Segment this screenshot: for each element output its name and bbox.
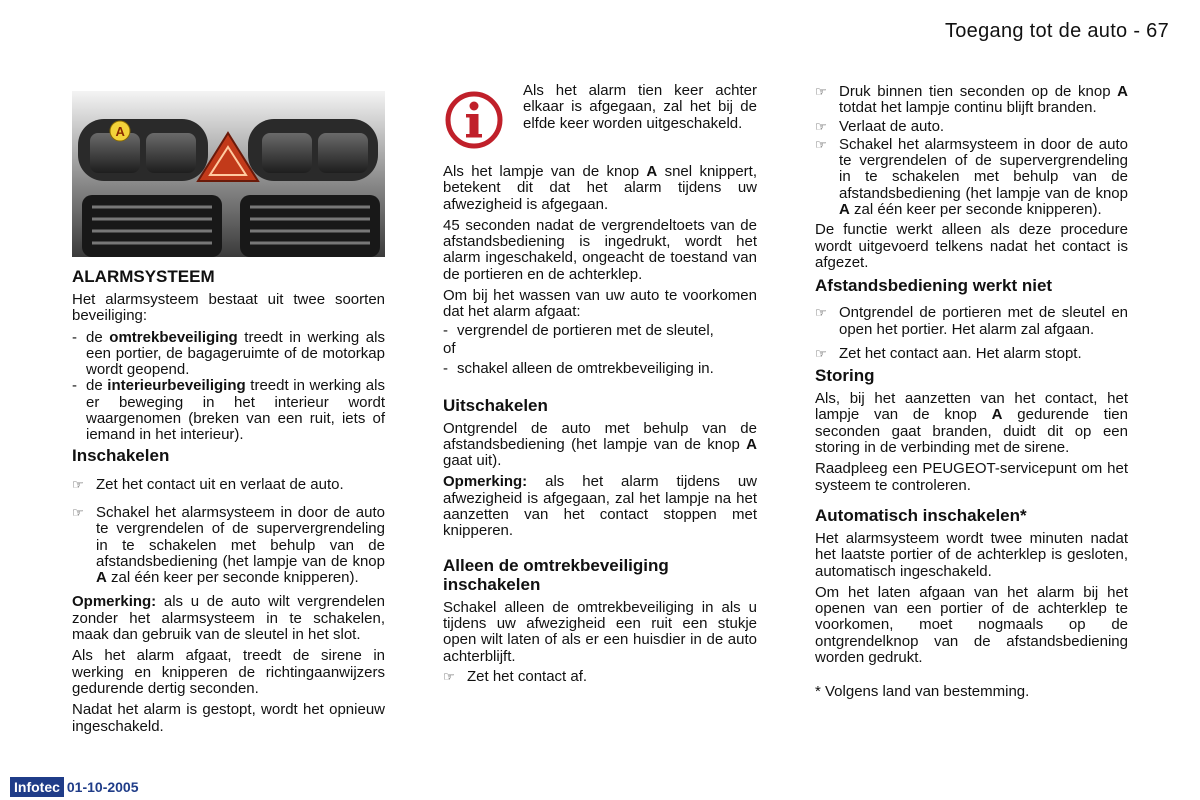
hand-pointer-icon: ☞ [443,668,455,684]
intro-text: Het alarmsysteem bestaat uit twee soorten beveiliging: [72,291,385,325]
heading-uitschakelen: Uitschakelen [443,395,548,415]
bullet-item: ☞ Zet het contact aan. Het alarm stopt. [815,344,1082,362]
heading-inschakelen: Inschakelen [72,445,170,465]
alarm-gestopt-text: Nadat het alarm is gestopt, wordt het opnieuw ingeschakeld. [72,701,385,735]
hand-pointer-icon: ☞ [815,136,827,152]
wassen-text: Om bij het wassen van uw auto te voorkomen dat het alarm afgaat: [443,287,757,321]
hand-pointer-icon: ☞ [72,476,84,492]
alarm-afgaat-text: Als het alarm afgaat, treedt de sirene in werking en knipperen de richtingaanwijzers gedurende dertig seconden. [72,647,385,697]
info-warning-icon [444,88,508,152]
warning-box [523,83,757,137]
seconden-text: 45 seconden nadat de vergrendeltoets van de afstandsbediening is ingedrukt, wordt het alarm ingeschakeld, ongeacht de toestand van de portieren en de achterklep. [443,216,757,283]
heading-alarmsysteem: ALARMSYSTEEM [72,267,215,286]
dashboard-illustration [72,91,385,257]
footer [10,777,139,797]
hand-pointer-icon: ☞ [72,504,84,520]
column-2 [443,164,757,693]
raadpleeg-text: Raadpleeg een PEUGEOT-servicepunt om het systeem te controleren. [815,460,1128,494]
footer-date: 01-10-2005 [66,779,139,795]
list-item-vergrendel: - vergrendel de portieren met de sleutel, [443,321,714,339]
heading-storing: Storing [815,366,875,386]
bullet-item: ☞ Verlaat de auto. [815,117,945,135]
infotec-logo: Infotec [10,777,64,797]
hand-pointer-icon: ☞ [815,305,827,321]
list-item-omtrek: - de omtrekbeveiliging treedt in werking als een portier, de bagageruimte of de motorkap wordt geopend. [72,328,385,379]
automatisch-text-1: Het alarmsysteem wordt twee minuten nadat het laatste portier of de achterklep is gesloten, automatisch ingeschakeld. [815,529,1128,580]
automatisch-text-2: Om het laten afgaan van het alarm bij het openen van een portier of de achterklep te voorkomen, moet nogmaals op de ontgrendelknop van de afstandsbediening worden gedrukt. [815,583,1128,667]
warning-text: Als het alarm tien keer achter elkaar is afgegaan, zal het bij de elfde keer worden uitgeschakeld. [523,82,757,132]
functie-text: De functie werkt alleen als deze procedure wordt uitgevoerd telkens nadat het contact is afgezet. [815,221,1128,271]
hand-pointer-icon: ☞ [815,118,827,134]
page-header: Toegang tot de auto - 67 [944,20,1169,42]
uitschakelen-text: Ontgrendel de auto met behulp van de afstandsbediening (het lampje van de knop A gaat uit). [443,419,757,470]
photo-label-a: A [115,124,125,139]
list-item-schakel: - schakel alleen de omtrekbeveiliging in. [443,360,714,378]
opmerking-text: Opmerking: als u de auto wilt vergrendelen zonder het alarmsysteem in te schakelen, maak dan gebruik van de sleutel in het slot. [72,593,385,644]
bullet-item: ☞ Druk binnen tien seconden op de knop A totdat het lampje continu blijft branden. [815,83,1128,117]
bullet-item: ☞ Zet het contact af. [443,667,588,685]
heading-automatisch: Automatisch inschakelen* [815,505,1027,525]
heading-alleen-omtrek: Alleen de omtrekbeveiliging inschakelen [443,555,669,594]
bullet-item: ☞ Ontgrendel de portieren met de sleutel en open het portier. Het alarm zal afgaan. [815,304,1128,338]
hand-pointer-icon: ☞ [815,345,827,361]
hand-pointer-icon: ☞ [815,84,827,99]
alleen-omtrek-text: Schakel alleen de omtrekbeveiliging in als u tijdens uw afwezigheid een ruit een stukje open wilt laten of als er een huisdier in de auto achterblijft. [443,598,757,665]
heading-afstandsbediening: Afstandsbediening werkt niet [815,276,1053,296]
bullet-item: ☞ Schakel het alarmsysteem in door de auto te vergrendelen of de supervergrendeling in te schakelen met behulp van de afstandsbediening (het lampje van de knop A zal één keer per seconde knipperen). [815,135,1128,219]
of-text: of [443,339,456,357]
lampje-text: Als het lampje van de knop A snel knippert, betekent dit dat het alarm tijdens uw afwezigheid is afgegaan. [443,163,757,213]
bullet-item: ☞ Schakel het alarmsysteem in door de auto te vergrendelen of de supervergrendeling in te schakelen met behulp van de afstandsbediening (het lampje van de knop A zal één keer per seconde knipperen). [72,503,385,587]
dashboard-photo [72,91,385,257]
bullet-item: ☞ Zet het contact uit en verlaat de auto. [72,475,344,493]
opmerking-text: Opmerking: als het alarm tijdens uw afwezigheid is afgegaan, zal het lampje na het aanzetten van het contact stoppen met knipperen. [443,473,757,540]
storing-text: Als, bij het aanzetten van het contact, het lampje van de knop A gedurende tien seconden gaat branden, duidt dit op een storing in de verbinding met de sirene. [815,390,1128,457]
footnote: * Volgens land van bestemming. [815,683,1030,701]
column-1 [72,267,385,740]
list-item-interieur: - de interieurbeveiliging treedt in werking als er beweging in het interieur wordt waargenomen (breken van een ruit, iets of iemand in het interieur). [72,377,385,444]
column-3 [815,84,1128,706]
